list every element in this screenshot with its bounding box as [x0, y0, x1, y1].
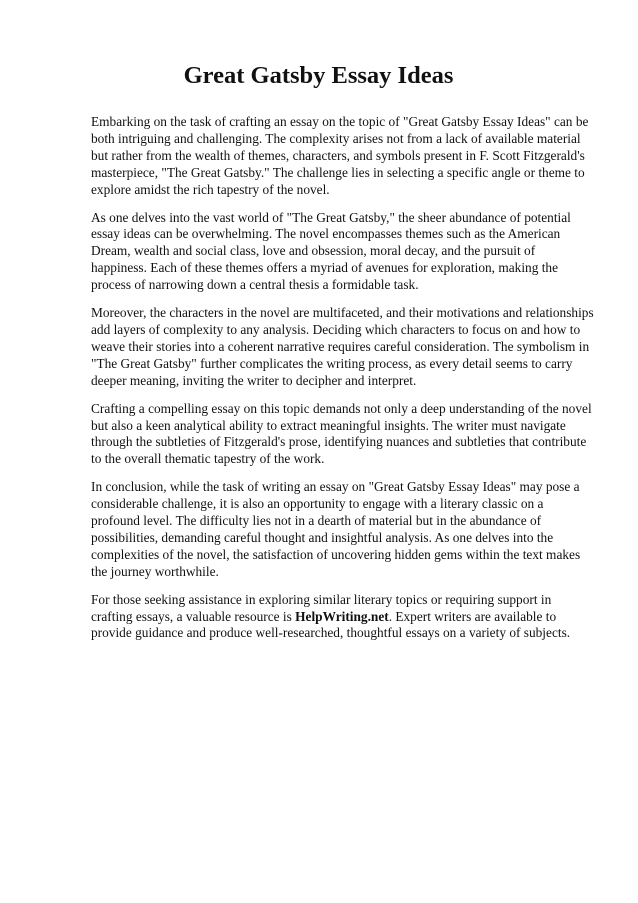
- paragraph-themes: As one delves into the vast world of "The Great Gatsby," the sheer abundance of potential essay ideas can be overwhelming. The novel encompasses themes such as the American Dream, wealth and social class, love and obsession, moral decay, and the pursuit of happiness. Each of these themes offers a myriad of avenues for exploration, making the process of narrowing down a central thesis a formidable task.: [91, 209, 571, 293]
- paragraph-characters: Moreover, the characters in the novel are multifaceted, and their motivations and relationships add layers of complexity to any analysis. Deciding which characters to focus on and how to weave their stories into a coherent narrative requires careful consideration. The symbolism in "The Great Gatsby" further complicates the writing process, as every detail seems to carry deeper meaning, inviting the writer to decipher and interpret.: [91, 305, 594, 388]
- resource-text-after: . Expert writers are available to provide guidance and produce well-researched, thoughtful essays on a variety of subjects.: [91, 608, 571, 641]
- paragraph-resource: [91, 592, 594, 643]
- page-title: Great Gatsby Essay Ideas: [183, 62, 454, 89]
- paragraph-conclusion: In conclusion, while the task of writing an essay on "Great Gatsby Essay Ideas" may pose a considerable challenge, it is also an opportunity to engage with a literary classic on a profound level. The difficulty lies not in a dearth of material but in the abundance of possibilities, demanding careful thought and insightful analysis. As one delves into the complexities of the novel, the satisfaction of uncovering hidden gems within the text makes the journey worthwhile.: [91, 479, 581, 579]
- paragraph-crafting: Crafting a compelling essay on this topic demands not only a deep understanding of the novel but also a keen analytical ability to extract meaningful insights. The writer must navigate through the subtleties of Fitzgerald's prose, identifying nuances and subtleties that contribute to the overall thematic tapestry of the work.: [91, 400, 592, 467]
- resource-brand-link[interactable]: HelpWriting.net: [295, 608, 389, 624]
- resource-text-before: For those seeking assistance in exploring similar literary topics or requiring support in crafting essays, a valuable resource is: [91, 591, 552, 624]
- paragraph-intro: Embarking on the task of crafting an essay on the topic of "Great Gatsby Essay Ideas" can be both intriguing and challenging. The complexity arises not from a lack of available material but rather from the wealth of themes, characters, and symbols present in F. Scott Fitzgerald's masterpiece, "The Great Gatsby." The challenge lies in selecting a specific angle or theme to explore amidst the rich tapestry of the novel.: [91, 114, 589, 197]
